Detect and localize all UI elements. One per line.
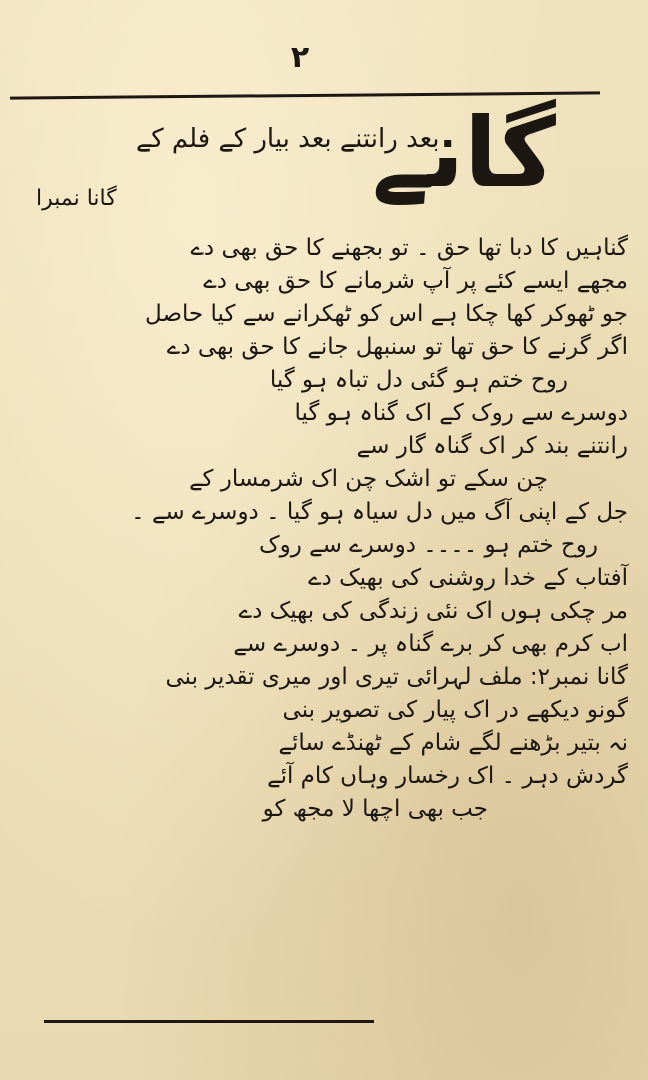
lyric-line: دوسرے سے روک کے اک گناہ ہو گیا	[294, 400, 628, 426]
lyrics-list	[20, 232, 628, 826]
lyric-line: گناہیں کا دبا تھا حق ۔ تو بجھنے کا حق بھی دے	[190, 235, 628, 261]
lyric-line: جل کے اپنی آگ میں دل سیاہ ہو گیا ۔ دوسرے سے ۔	[131, 499, 628, 525]
song-label: گانا نمبرا	[36, 186, 117, 211]
lyric-line: اب کرم بھی کر برے گناہ پر ۔ دوسرے سے	[233, 631, 628, 657]
page-number: ۲	[290, 40, 310, 75]
lyric-line: روح ختم ہو گئی دل تباہ ہو گیا	[269, 367, 568, 393]
header-subtitle: بعد رانتنے بعد بیار کے فلم کے	[136, 124, 440, 154]
lyric-line: گانا نمبر۲: ملف لہرائی تیری اور میری تقدیر بنی	[165, 664, 628, 690]
lyric-line: مجھے ایسے کئے پر آپ شرمانے کا حق بھی دے	[203, 268, 628, 294]
header	[36, 96, 586, 226]
lyric-line: آفتاب کے خدا روشنی کی بھیک دے	[308, 565, 628, 591]
lyric-line: اگر گرنے کا حق تھا تو سنبھل جانے کا حق بھی دے	[166, 334, 628, 360]
lyric-line: مر چکی ہوں اک نئی زندگی کی بھیک دے	[238, 598, 628, 624]
header-title: گانے	[371, 97, 556, 209]
bottom-rule	[44, 1020, 374, 1023]
lyric-line: چن سکے تو اشک چن اک شرمسار کے	[189, 466, 548, 492]
lyric-line: گونو دیکھے در اک پیار کی تصویر بنی	[282, 697, 628, 723]
lyric-line: نہ بتیر بڑھنے لگے شام کے ٹھنڈے سائے	[278, 730, 628, 756]
lyric-line: رانتنے بند کر اک گناہ گار سے	[356, 433, 628, 459]
lyric-line: جو ٹھوکر کھا چکا ہے اس کو ٹھکرانے سے کیا حاصل	[145, 301, 628, 327]
lyric-line: روح ختم ہو ۔۔۔۔ دوسرے سے روک	[259, 532, 598, 558]
lyric-line: جب بھی اچھا لا مجھ کو	[262, 796, 488, 822]
lyric-line: گردش دہر ۔ اک رخسار وہاں کام آئے	[267, 763, 628, 789]
